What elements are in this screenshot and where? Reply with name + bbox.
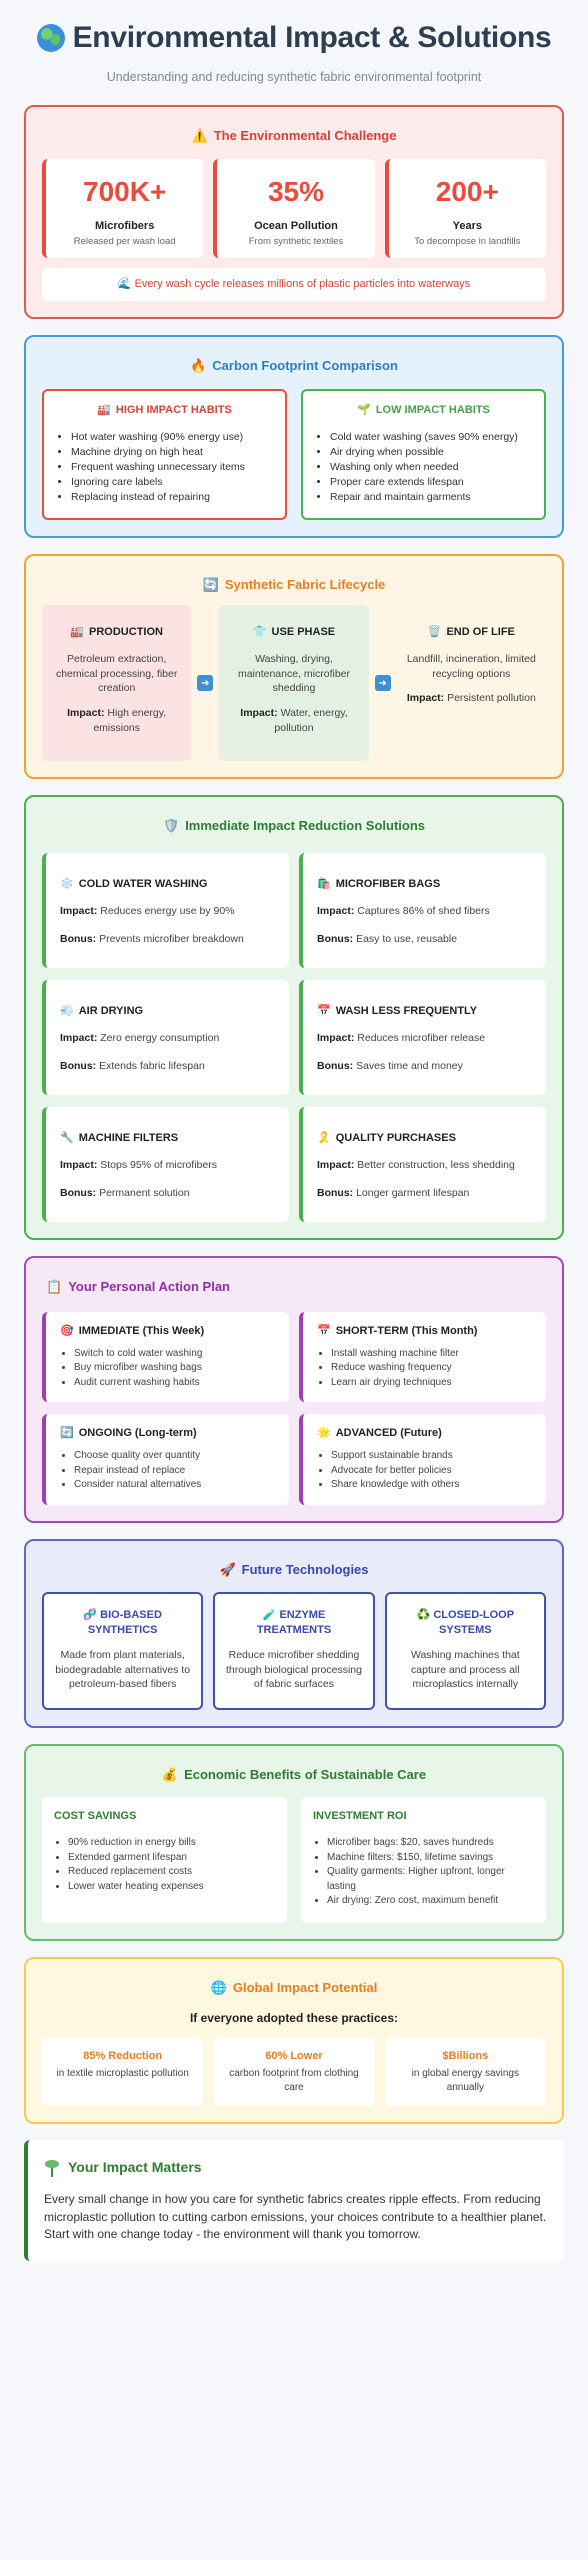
solution-title: 🔧 MACHINE FILTERS [60,1132,179,1145]
cycle-icon: 🔄 [202,576,219,592]
list-item: • Audit current washing habits [74,1376,275,1391]
list-item: • Choose quality over quantity [74,1449,275,1464]
plan-title: 📅 SHORT-TERM (This Month) [317,1324,478,1337]
list-item: • Air drying when possible [330,445,530,460]
list-item: • Replacing instead of repairing [71,490,271,505]
phase-impact: Impact: Water, energy, pollution [240,707,348,734]
sprout-icon [44,2159,60,2177]
list-item: • Reduce washing frequency [331,1361,532,1376]
list-item: • Lower water heating expenses [68,1880,275,1895]
economic-title: 💰 Economic Benefits of Sustainable Care [161,1766,427,1782]
list-item: • Frequent washing unnecessary items [71,460,271,475]
solution-title: 🛍️ MICROFIBER BAGS [317,877,441,890]
challenge-section [24,105,564,319]
investment-roi-title: INVESTMENT ROI [313,1810,407,1823]
tech-title: 🧬 BIO-BASED SYNTHETICS [83,1609,162,1636]
list-item: • Ignoring care labels [71,475,271,490]
list-item: • Switch to cold water washing [74,1347,275,1362]
stat-card [385,159,546,258]
wave-icon: 🌊 [117,278,132,291]
page-subtitle: Understanding and reducing synthetic fabric environmental footprint [106,69,482,84]
page-title: Environmental Impact & Solutions [24,18,564,59]
list-item: • Consider natural alternatives [74,1478,275,1493]
globe-icon: 🌐 [210,1979,227,1995]
investment-roi-card [301,1797,546,1922]
list-item: • Microfiber bags: $20, saves hundreds [327,1836,534,1851]
factory-icon: 🏭 [97,403,111,416]
arrow-right-icon: ➜ [375,675,391,691]
stat-value: 35% [267,175,325,207]
phase-title: 🗑️ END OF LIFE [427,626,515,639]
global-stat-value: 60% Lower [265,2049,323,2062]
list-item: • Air drying: Zero cost, maximum benefit [327,1894,534,1909]
solution-card: 🛍️ MICROFIBER BAGS Impact: Captures 86% of shed fibers Bonus: Easy to use, reusable [299,853,546,968]
solution-card: 📅 WASH LESS FREQUENTLY Impact: Reduces microfiber release Bonus: Saves time and money [299,980,546,1095]
phase-desc: Landfill, incineration, limited recycling options [406,653,536,680]
future-tech-section [24,1539,564,1728]
page-header [24,18,564,85]
plan-title: 🎯 IMMEDIATE (This Week) [60,1324,205,1337]
bag-icon: 🛍️ [317,877,331,890]
phase-desc: Washing, drying, maintenance, microfiber shedding [237,653,351,695]
phase-title: 🏭 PRODUCTION [70,626,163,639]
stat-card [213,159,374,258]
snowflake-icon: ❄️ [60,877,74,890]
list-item: • Repair and maintain garments [330,490,530,505]
stat-desc: Released per wash load [73,235,176,247]
list-item: • Proper care extends lifespan [330,475,530,490]
fire-icon: 🔥 [190,358,207,374]
arrow-right-icon: ➜ [197,675,213,691]
solution-card: ❄️ COLD WATER WASHING Impact: Reduces energy use by 90% Bonus: Prevents microfiber breakdown [42,853,289,968]
dna-icon: 🧬 [83,1609,98,1622]
list-item: • Advocate for better policies [331,1464,532,1479]
global-stat-value: $Billions [442,2049,489,2062]
repeat-icon: 🔄 [60,1427,74,1440]
calendar-icon: 📅 [317,1324,331,1337]
tech-card [42,1592,203,1710]
tech-title: ♻️ CLOSED-LOOP SYSTEMS [416,1609,515,1636]
target-icon: 🎯 [60,1324,74,1337]
phase-impact: Impact: High energy, emissions [67,707,167,734]
tech-desc: Reduce microfiber shedding through biological processing of fabric surfaces [225,1648,362,1691]
shirt-icon: 👕 [252,626,267,639]
solution-title: 🎗️ QUALITY PURCHASES [317,1132,456,1145]
list-item: • Cold water washing (saves 90% energy) [330,430,530,445]
solution-card: 🎗️ QUALITY PURCHASES Impact: Better construction, less shedding Bonus: Longer garment lifespan [299,1107,546,1222]
list-item: • Machine filters: $150, lifetime savings [327,1851,534,1866]
warning-icon: ⚠️ [191,128,208,144]
plan-title: 🔄 ONGOING (Long-term) [60,1427,197,1440]
low-impact-card [301,389,546,520]
list-item: • Support sustainable brands [331,1449,532,1464]
action-plan-section [24,1256,564,1522]
list-item: • Quality garments: Higher upfront, longer lasting [327,1865,534,1894]
impact-matters-text: Every small change in how you care for synthetic fabrics creates ripple effects. From reducing microplastic pollution to cutting carbon emissions, your choices contribute to a healthier planet. Start with one change today - the environment will thank you tomorrow. [44,2192,547,2242]
economic-section [24,1744,564,1941]
list-item: • Washing only when needed [330,460,530,475]
global-stat-desc: in global energy savings annually [411,2068,519,2093]
impact-matters-title: Your Impact Matters [44,2158,548,2177]
global-stat [213,2037,374,2107]
ribbon-icon: 🎗️ [317,1132,331,1145]
cost-savings-title: COST SAVINGS [54,1810,137,1823]
wrench-icon: 🔧 [60,1132,74,1145]
tech-card [213,1592,374,1710]
lifecycle-title: 🔄 Synthetic Fabric Lifecycle [202,576,386,592]
global-stat-desc: in textile microplastic pollution [56,2068,189,2080]
recycle-icon: ♻️ [416,1609,431,1622]
phase-use [219,605,368,761]
carbon-section [24,335,564,537]
solution-title: ❄️ COLD WATER WASHING [60,877,208,890]
cost-savings-card [42,1797,287,1922]
tech-desc: Washing machines that capture and process all microplastics internally [410,1648,520,1691]
tech-desc: Made from plant materials, biodegradable alternatives to petroleum-based fibers [55,1648,191,1691]
plan-card [299,1312,546,1402]
plan-card [299,1414,546,1504]
stat-card [42,159,203,258]
challenge-note: 🌊 Every wash cycle releases millions of plastic particles into waterways [42,268,546,301]
list-item: • Install washing machine filter [331,1347,532,1362]
plan-card [42,1312,289,1402]
lifecycle-section [24,554,564,780]
globe-icon [37,24,65,52]
tech-card [385,1592,546,1710]
phase-production [42,605,191,761]
impact-matters-section [24,2140,564,2261]
calendar-icon: 📅 [317,1004,331,1017]
star-icon: 🌟 [317,1427,331,1440]
solution-card: 🔧 MACHINE FILTERS Impact: Stops 95% of microfibers Bonus: Permanent solution [42,1107,289,1222]
factory-icon: 🏭 [70,626,85,639]
list-item: • Reduced replacement costs [68,1865,275,1880]
stat-label: Years [452,219,482,232]
list-item: • Extended garment lifespan [68,1851,275,1866]
global-impact-subtitle: If everyone adopted these practices: [189,2011,399,2026]
stat-value: 200+ [435,175,499,207]
stat-value: 700K+ [83,175,167,207]
stat-desc: From synthetic textiles [248,235,344,247]
stat-desc: To decompose in landfills [414,235,521,247]
list-item: • Learn air drying techniques [331,1376,532,1391]
solution-title: 📅 WASH LESS FREQUENTLY [317,1004,478,1017]
solutions-section [24,795,564,1240]
global-impact-title: 🌐 Global Impact Potential [210,1979,378,1995]
global-stat-desc: carbon footprint from clothing care [229,2068,359,2093]
phase-end-of-life [397,605,546,761]
flask-icon: 🧪 [262,1609,277,1622]
list-item: • Share knowledge with others [331,1478,532,1493]
wind-icon: 💨 [60,1004,74,1017]
tech-title: 🧪 ENZYME TREATMENTS [256,1609,332,1636]
global-stat [385,2037,546,2107]
phase-impact: Impact: Persistent pollution [406,692,536,705]
plan-card [42,1414,289,1504]
list-item: • Hot water washing (90% energy use) [71,430,271,445]
phase-title: 👕 USE PHASE [252,626,336,639]
global-stat [42,2037,203,2107]
list-item: • 90% reduction in energy bills [68,1836,275,1851]
trash-icon: 🗑️ [427,626,442,639]
solutions-title: 🛡️ Immediate Impact Reduction Solutions [163,818,425,834]
solution-title: 💨 AIR DRYING [60,1004,144,1017]
global-stat-value: 85% Reduction [83,2049,163,2062]
challenge-title: ⚠️ The Environmental Challenge [191,128,397,144]
plan-title: 🌟 ADVANCED (Future) [317,1427,442,1440]
rocket-icon: 🚀 [219,1561,236,1577]
list-item: • Buy microfiber washing bags [74,1361,275,1376]
stat-label: Microfibers [95,219,155,232]
phase-desc: Petroleum extraction, chemical processing, fiber creation [55,653,178,695]
high-impact-title: 🏭 HIGH IMPACT HABITS [97,403,232,416]
stat-label: Ocean Pollution [254,219,338,232]
clipboard-icon: 📋 [46,1279,63,1295]
future-tech-title: 🚀 Future Technologies [219,1561,369,1577]
money-bag-icon: 💰 [161,1766,179,1782]
low-impact-title: 🌱 LOW IMPACT HABITS [357,403,490,416]
carbon-title: 🔥 Carbon Footprint Comparison [190,358,398,374]
seedling-icon: 🌱 [357,403,371,416]
list-item: • Repair instead of replace [74,1464,275,1479]
global-impact-section [24,1957,564,2125]
action-plan-title: 📋 Your Personal Action Plan [46,1279,230,1295]
solution-card: 💨 AIR DRYING Impact: Zero energy consumption Bonus: Extends fabric lifespan [42,980,289,1095]
high-impact-card [42,389,287,520]
list-item: • Machine drying on high heat [71,445,271,460]
shield-icon: 🛡️ [163,818,180,834]
